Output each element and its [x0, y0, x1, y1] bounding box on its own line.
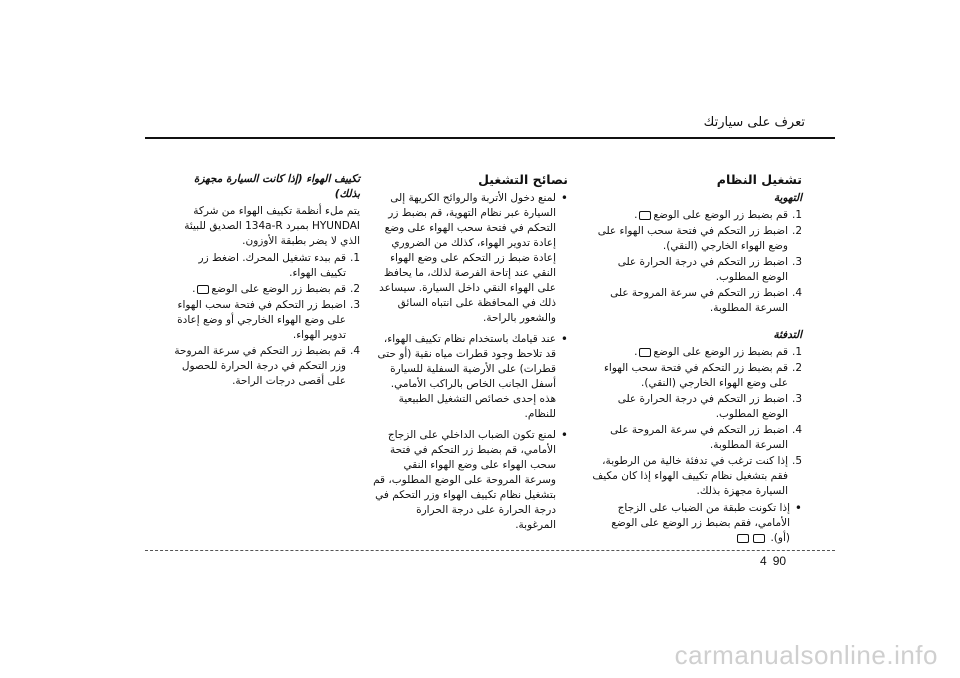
- page-number: [760, 554, 786, 568]
- heating-heading: التدفئة: [773, 329, 802, 341]
- list-item: 3. اضبط زر التحكم في درجة الحرارة على الوضع المطلوب.: [617, 393, 802, 420]
- list-item: 2. اضبط زر التحكم في فتحة سحب الهواء على وضع الهواء الخارجي (النقي).: [597, 225, 802, 252]
- list-item: 1. قم ببدء تشغيل المحرك. اضغط زر تكييف الهواء.: [198, 252, 360, 279]
- list-item: 4. قم بضبط زر التحكم في سرعة المروحة وزر التحكم في درجة الحرارة للحصول على أقصى درجات الراحة.: [174, 345, 360, 387]
- list-item: 2. قم بضبط زر التحكم في فتحة سحب الهواء على وضع الهواء الخارجي (النقي).: [603, 362, 802, 389]
- list-item: • لمنع تكون الضباب الداخلي على الزجاج الأمامي، قم بضبط زر التحكم في فتحة سحب الهواء على وضع الهواء النقي وسرعة المروحة على الوضع المطلوب، قم بتشغيل نظام تكييف الهواء وزر التحكم في درجة الحرارة على درجة الحرارة المرغوبة.: [373, 428, 568, 533]
- watermark-text: carmanualsonline.info: [674, 640, 938, 670]
- floor-defrost-icon: [753, 534, 765, 543]
- list-item: 4. اضبط زر التحكم في سرعة المروحة على السرعة المطلوبة.: [610, 287, 802, 314]
- system-operation-heading: تشغيل النظام: [716, 172, 802, 187]
- operation-tips-list: [373, 191, 568, 533]
- ventilation-heading: التهوية: [773, 192, 802, 204]
- defrost-icon: [737, 534, 749, 543]
- operation-tips-section: [373, 172, 568, 539]
- header-rule: [145, 137, 835, 139]
- list-item: 1. قم بضبط زر الوضع على الوضع.: [634, 209, 802, 221]
- air-conditioning-intro: يتم ملء أنظمة تكييف الهواء من شركة HYUNDAI بمبرد 134a-R الصديق للبيئة الذي لا يضر بطبقة الأوزون.: [184, 205, 360, 247]
- ventilation-steps: [592, 208, 802, 316]
- list-item: • عند قيامك باستخدام نظام تكييف الهواء، قد تلاحظ وجود قطرات مياه نقية (أو حتى قطرات) على الأرضية السفلية للسيارة أسفل الجانب الخاص بالراكب الأمامي. هذه إحدى خصائص التشغيل الطبيعية للنظام.: [373, 332, 568, 422]
- list-item: • لمنع دخول الأتربة والروائح الكريهة إلى السيارة عبر نظام التهوية، قم بضبط زر التحكم في فتحة سحب الهواء على وضع إعادة تدوير الهواء، كذلك من الضروري إعادة ضبط زر التحكم على وضع الهواء النقي عند إتاحة الفرصة لذلك، ما يحافظ على الهواء النقي داخل السيارة. سيساعد ذلك في المحافظة على انتباه السائق والشعور بالراحة.: [373, 191, 568, 326]
- list-item: 3. اضبط زر التحكم في فتحة سحب الهواء على وضع الهواء الخارجي أو وضع إعادة تدوير الهواء.: [177, 299, 360, 341]
- face-vent-icon: [197, 285, 209, 294]
- list-item: 4. اضبط زر التحكم في سرعة المروحة على السرعة المطلوبة.: [610, 424, 802, 451]
- footer-rule: [145, 550, 835, 551]
- floor-vent-icon: [639, 348, 651, 357]
- page-number-value: 90: [772, 554, 787, 568]
- list-item: 3. اضبط زر التحكم في درجة الحرارة على الوضع المطلوب.: [617, 256, 802, 283]
- face-vent-icon: [639, 211, 651, 220]
- air-conditioning-steps: [172, 251, 360, 389]
- list-item: 5. إذا كنت ترغب في تدفئة خالية من الرطوبة، فقم بتشغيل نظام تكييف الهواء إذا كان مكيف السيارة مجهزة بذلك.: [592, 455, 802, 497]
- system-operation-section: [592, 172, 802, 546]
- air-conditioning-heading: تكييف الهواء (إذا كانت السيارة مجهزة بذلك): [193, 173, 360, 200]
- operation-tips-heading: نصائح التشغيل: [478, 172, 568, 187]
- header-title: تعرف على سيارتك: [703, 115, 805, 130]
- air-conditioning-section: [172, 172, 360, 390]
- chapter-number: 4: [760, 554, 767, 568]
- defog-note: • إذا تكونت طبقة من الضباب على الزجاج الأمامي، فقم بضبط زر الوضع على الوضع (أو).: [592, 501, 802, 546]
- list-item: 1. قم بضبط زر الوضع على الوضع.: [634, 346, 802, 358]
- list-item: 2. قم بضبط زر الوضع على الوضع.: [192, 283, 360, 295]
- heating-steps: [592, 345, 802, 499]
